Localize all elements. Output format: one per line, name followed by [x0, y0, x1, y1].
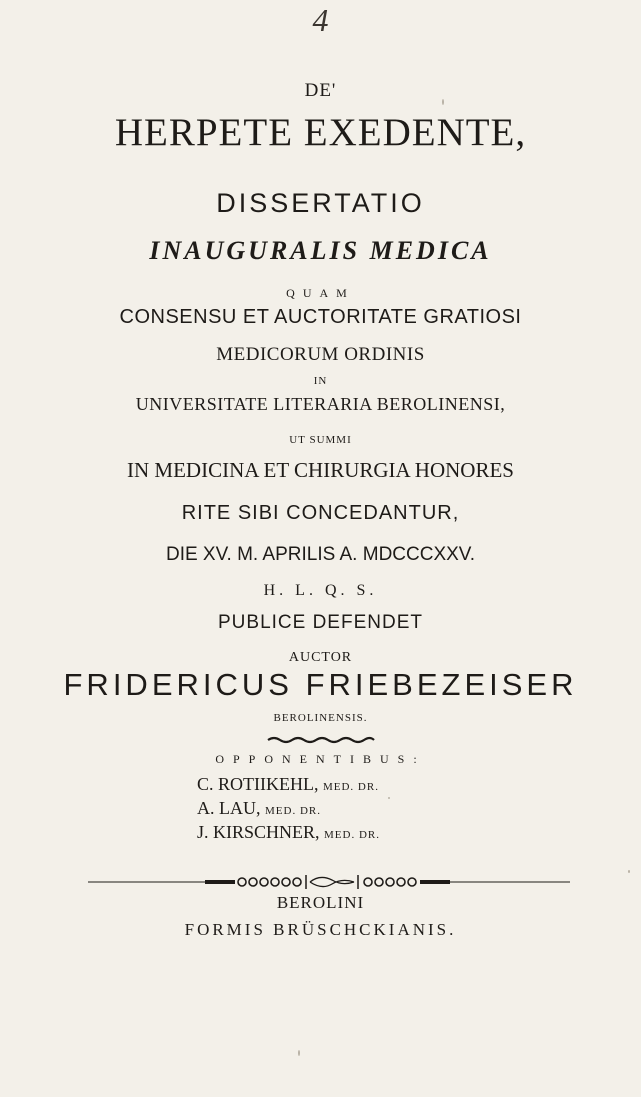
imprint-printer: FORMIS BRÜSCHCKIANIS.	[184, 920, 457, 939]
in-line: IN	[313, 375, 328, 387]
rite-line: RITE SIBI CONCEDANTUR,	[181, 502, 460, 524]
ornamental-rule	[70, 872, 590, 892]
in-medicina-line: IN MEDICINA ET CHIRURGIA HONORES	[127, 458, 514, 482]
quam-line: QUAM	[286, 286, 355, 300]
date-line: DIE XV. M. APRILIS A. MDCCCXXV.	[165, 544, 476, 565]
universitate-line: UNIVERSITATE LITERARIA BEROLINENSI,	[135, 394, 506, 414]
inauguralis-medica: INAUGURALIS MEDICA	[149, 236, 492, 265]
medicorum-line: MEDICORUM ORDINIS	[216, 344, 425, 365]
preposition-de: DE'	[304, 80, 337, 101]
opponent-item	[197, 822, 380, 843]
paper-speck	[388, 797, 390, 799]
ut-summi-line: UT SUMMI	[289, 434, 352, 446]
hlqs-line: H. L. Q. S.	[263, 582, 378, 599]
paper-speck	[298, 1050, 300, 1056]
author-name: FRIDERICUS FRIEBEZEISER	[63, 667, 578, 702]
auctor-line: AUCTOR	[288, 650, 353, 665]
ornament-swirl	[266, 734, 376, 744]
opponent-item	[197, 798, 321, 819]
dissertatio-heading: DISSERTATIO	[216, 188, 425, 218]
opponent-item	[197, 774, 379, 795]
opponent-name: C. ROTIIKEHL,	[197, 774, 319, 794]
dissertation-title: HERPETE EXEDENTE,	[114, 111, 527, 154]
paper-speck	[442, 99, 444, 105]
opponent-degree: MED. DR.	[265, 805, 321, 817]
author-origin: BEROLINENSIS.	[273, 712, 368, 724]
handwritten-mark: 4	[312, 2, 329, 38]
opponentibus-heading: OPPONENTIBUS:	[215, 752, 426, 766]
opponent-name: A. LAU,	[197, 798, 261, 818]
consensu-line: CONSENSU ET AUCTORITATE GRATIOSI	[119, 306, 522, 328]
imprint-place: BEROLINI	[276, 893, 365, 912]
opponent-degree: MED. DR.	[322, 781, 379, 793]
paper-speck	[628, 870, 630, 873]
opponent-name: J. KIRSCHNER,	[197, 822, 320, 842]
publice-line: PUBLICE DEFENDET	[218, 612, 423, 633]
opponent-degree: MED. DR.	[324, 829, 381, 841]
